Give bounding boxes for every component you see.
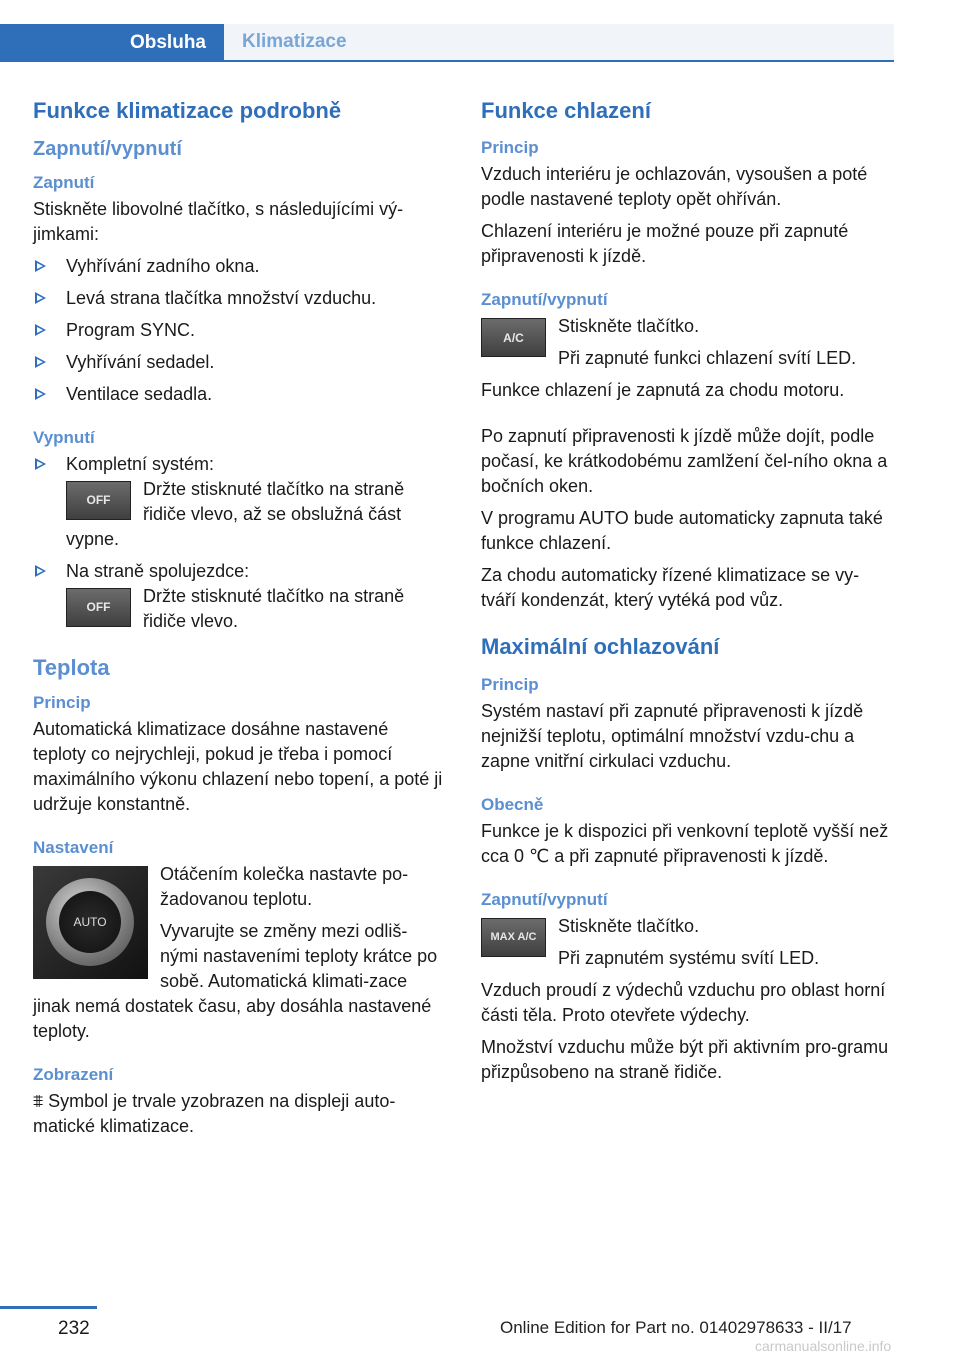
- bullet-triangle-icon: [35, 565, 46, 577]
- heading-zobrazeni: Zobrazení: [33, 1065, 114, 1085]
- paragraph: V programu AUTO bude automaticky zapnuta také funkce chlazení.: [481, 508, 883, 554]
- bullet-triangle-icon: [35, 388, 46, 400]
- heading-princip: Princip: [481, 138, 539, 158]
- paragraph: Vyvarujte se změny mezi odliš‐nými nastaveními teploty krátce po sobě. Automatická klimati‐zace jinak nemá dostatek času, aby dosáhla nastavené teploty.: [33, 921, 438, 1042]
- heading-onoff: Zapnutí/vypnutí: [481, 889, 608, 909]
- fan-off-button-icon: OFF: [66, 481, 131, 520]
- right-column: [481, 98, 893, 1092]
- bullet-triangle-icon: [35, 356, 46, 368]
- fan-off-button-icon: OFF: [66, 588, 131, 627]
- paragraph: Za chodu automaticky řízené klimatizace se vy‐tváří kondenzát, který vytéká pod vůz.: [481, 565, 860, 611]
- header-bar: [0, 0, 960, 62]
- bullet-triangle-icon: [35, 260, 46, 272]
- heading-teplota: Teplota: [33, 655, 110, 681]
- list-item: Ventilace sedadla.: [33, 382, 445, 407]
- tab-klimatizace[interactable]: Klimatizace: [224, 24, 894, 62]
- subsection-title: Zapnutí/vypnutí: [33, 138, 182, 161]
- paragraph: Vzduch proudí z výdechů vzduchu pro oblast horní části těla. Proto otevřete výdechy.: [481, 979, 886, 1025]
- temperature-knob-image: AUTO: [33, 866, 148, 979]
- paragraph: Po zapnutí připravenosti k jízdě může dojít, podle počasí, ke krátkodobému zamlžení čel‐ního okna a bočních oken.: [481, 426, 888, 497]
- edition-note: Online Edition for Part no. 01402978633 - II/17: [500, 1318, 852, 1337]
- heading-zapnuti: Zapnutí: [33, 173, 95, 193]
- section-title: Funkce chlazení: [481, 98, 651, 123]
- paragraph: Funkce je k dispozici při venkovní teplotě vyšší než cca 0 ℃ a při zapnuté připravenosti k jízdě.: [481, 820, 889, 866]
- bullet-triangle-icon: [35, 324, 46, 336]
- paragraph: Chlazení interiéru je možné pouze při zapnuté připravenosti k jízdě.: [481, 221, 849, 267]
- section-title: Funkce klimatizace podrobně: [33, 98, 342, 123]
- bullet-triangle-icon: [35, 292, 46, 304]
- max-ac-button-icon: MAX A/C: [481, 918, 546, 957]
- bullet-list: [33, 254, 445, 407]
- paragraph: ⩨ Symbol je trvale yzobrazen na displeji auto‐matické klimatizace.: [33, 1091, 396, 1137]
- heading-princip: Princip: [481, 674, 539, 694]
- paragraph: Při zapnuté funkci chlazení svítí LED.: [558, 348, 857, 369]
- paragraph: Při zapnutém systému svítí LED.: [558, 947, 820, 968]
- section-title: Maximální ochlazování: [481, 634, 720, 660]
- list-item: Levá strana tlačítka množství vzduchu.: [33, 286, 445, 311]
- paragraph: Otáčením kolečka nastavte po‐žadovanou teplotu.: [160, 864, 409, 910]
- left-column: [33, 98, 445, 1146]
- list-item: Vyhřívání zadního okna.: [33, 254, 445, 279]
- defrost-symbol-icon: ⩨: [33, 1091, 49, 1112]
- bullet-triangle-icon: [35, 458, 46, 470]
- heading-obecne: Obecně: [481, 794, 544, 814]
- paragraph: Systém nastaví při zapnuté připravenosti k jízdě nejnižší teplotu, optimální množství vzdu‐chu a zapne vnitřní cirkulaci vzduchu.: [481, 700, 864, 771]
- heading-princip: Princip: [33, 693, 91, 713]
- ac-button-icon: A/C: [481, 318, 546, 357]
- paragraph: Vzduch interiéru je ochlazován, vysoušen a poté podle nastavené teploty opět ohříván.: [481, 164, 868, 210]
- list-item: Na straně spolujezdce: OFF Držte stisknuté tlačítko na straně řidiče vlevo.: [33, 559, 445, 634]
- paragraph: Stiskněte tlačítko.: [558, 915, 700, 936]
- heading-nastaveni: Nastavení: [33, 838, 114, 858]
- paragraph: Funkce chlazení je zapnutá za chodu motoru.: [481, 380, 845, 401]
- tab-obsluha[interactable]: Obsluha: [0, 24, 224, 62]
- heading-onoff: Zapnutí/vypnutí: [481, 290, 608, 310]
- bullet-list: [33, 452, 445, 634]
- list-item: Program SYNC.: [33, 318, 445, 343]
- watermark: carmanualsonline.info: [755, 1338, 892, 1354]
- heading-vypnuti: Vypnutí: [33, 428, 95, 448]
- page-number: 232: [58, 1318, 90, 1339]
- list-item: Vyhřívání sedadel.: [33, 350, 445, 375]
- footer-divider: [0, 1306, 97, 1309]
- paragraph: Množství vzduchu může být při aktivním pro‐gramu přizpůsobeno na straně řidiče.: [481, 1036, 889, 1082]
- paragraph: Automatická klimatizace dosáhne nastavené teploty co nejrychleji, pokud je třeba i pomocí maximálního výkonu chlazení nebo topení, a poté ji udržuje konstantně.: [33, 719, 443, 815]
- list-item: Kompletní systém: OFF Držte stisknuté tlačítko na straně řidiče vlevo, až se obslužná část vypne.: [33, 452, 445, 552]
- paragraph: Stiskněte tlačítko.: [558, 316, 700, 337]
- paragraph: Stiskněte libovolné tlačítko, s následujícími vý‐jimkami:: [33, 199, 404, 245]
